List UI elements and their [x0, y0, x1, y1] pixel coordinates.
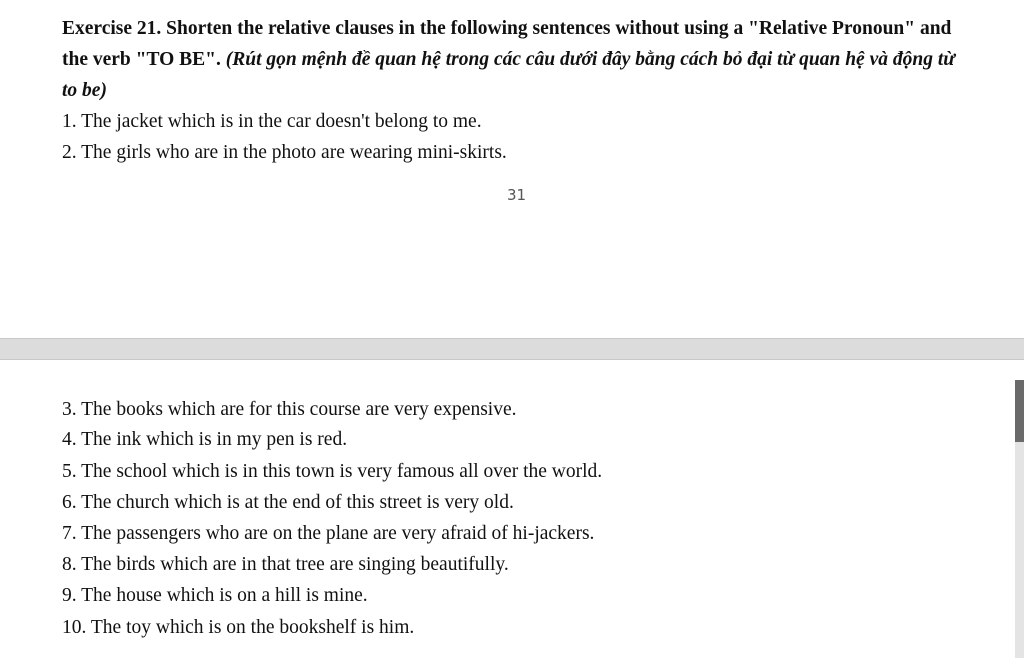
sentence-7: 7. The passengers who are on the plane are very afraid of hi-jackers.	[62, 523, 595, 544]
sentence-10: 10. The toy which is on the bookshelf is him.	[62, 617, 415, 638]
scrollbar-thumb[interactable]	[1015, 380, 1024, 442]
exercise-heading	[62, 13, 962, 106]
sentence-1: 1. The jacket which is in the car doesn't belong to me.	[62, 111, 482, 132]
sentence-6: 6. The church which is at the end of this street is very old.	[62, 492, 514, 513]
sentence-3: 3. The books which are for this course are very expensive.	[62, 399, 517, 420]
page-number: 31	[507, 186, 527, 204]
exercise-title: Exercise 21. Shorten the relative clauses in the following sentences without using a "Relative Pronoun" and the verb "TO BE".	[62, 18, 952, 70]
sentence-9: 9. The house which is on a hill is mine.	[62, 585, 368, 606]
sentence-4: 4. The ink which is in my pen is red.	[62, 429, 348, 450]
exercise-instruction-vietnamese: (Rút gọn mệnh đề quan hệ trong các câu dưới đây bằng cách bỏ đại từ quan hệ và động từ to be)	[62, 49, 955, 101]
sentence-5: 5. The school which is in this town is very famous all over the world.	[62, 461, 603, 482]
sentence-8: 8. The birds which are in that tree are singing beautifully.	[62, 554, 509, 575]
page-break-gap	[0, 338, 1024, 360]
sentence-2: 2. The girls who are in the photo are wearing mini-skirts.	[62, 142, 507, 163]
document-page-bottom	[0, 360, 1024, 658]
